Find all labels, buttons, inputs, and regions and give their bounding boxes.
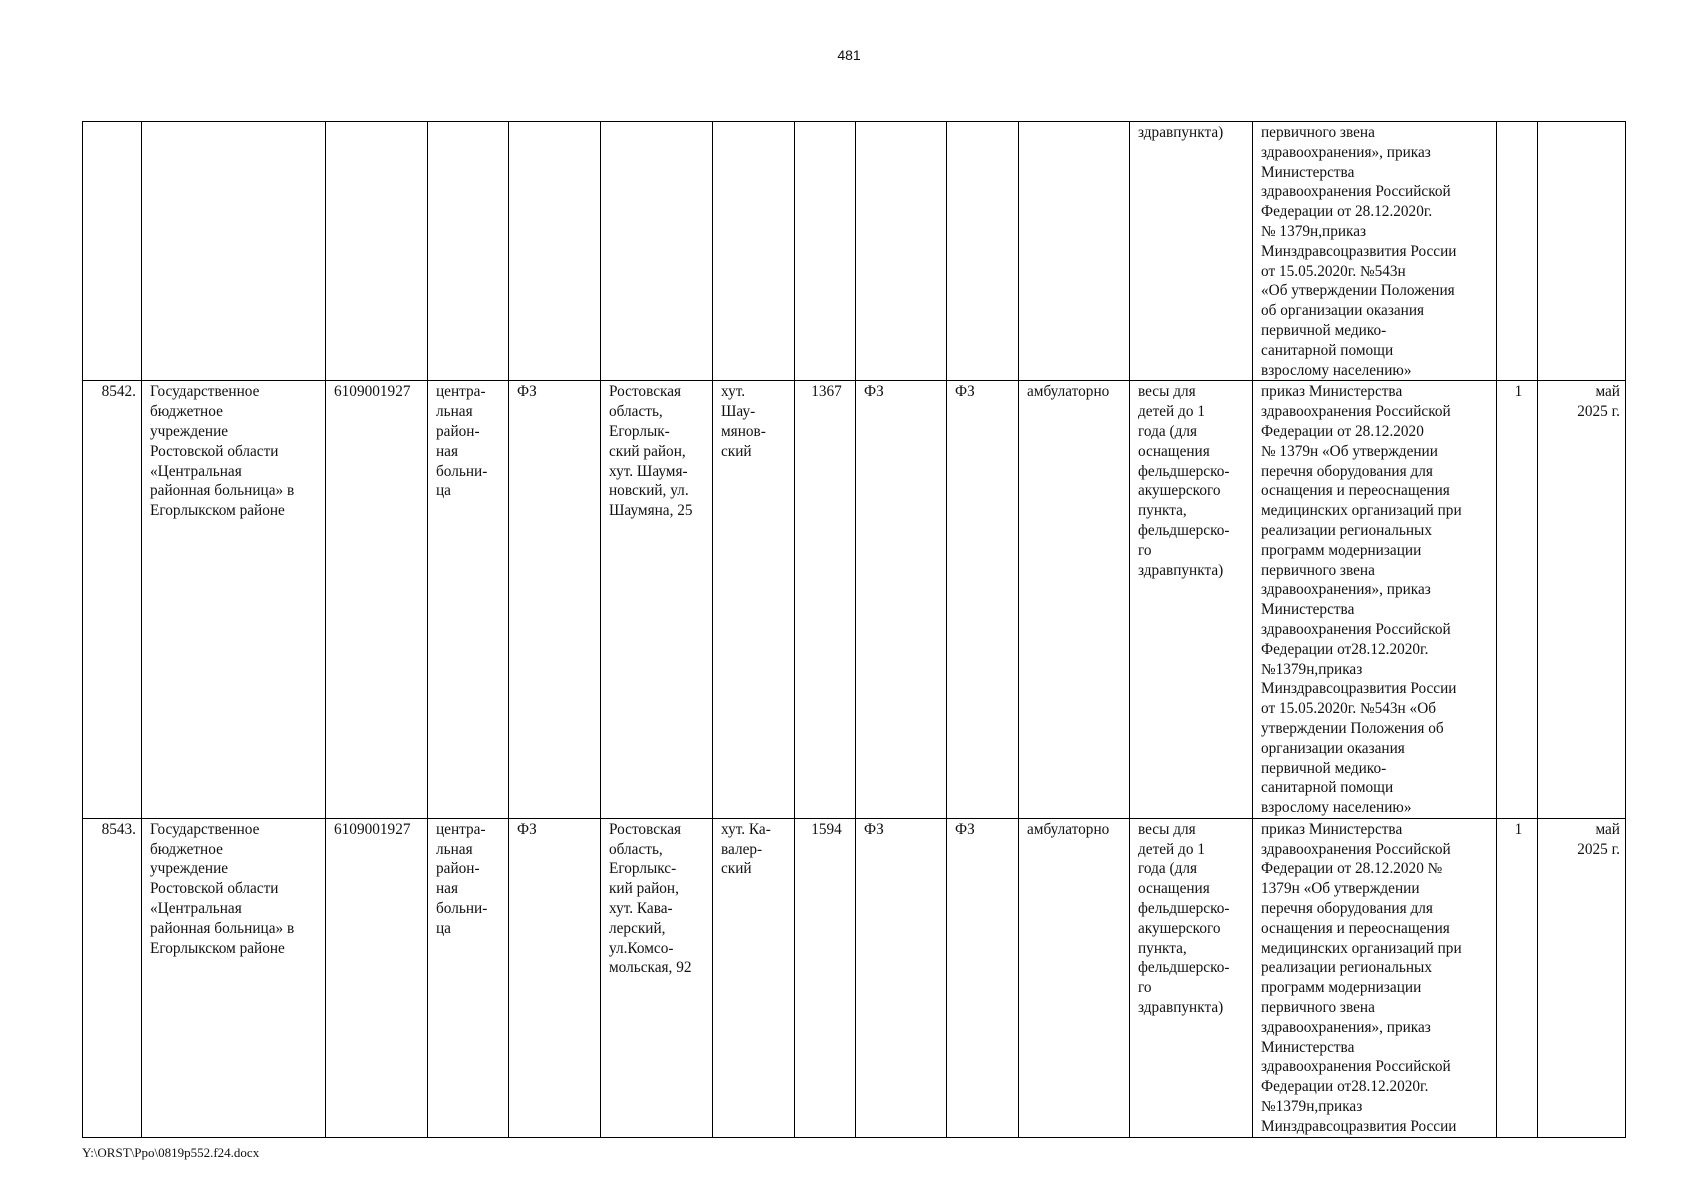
- cell-date: май 2025 г.: [1538, 381, 1626, 819]
- cell-equipment: здравпункта): [1130, 122, 1253, 381]
- cell-num: 8542.: [83, 381, 142, 819]
- cell-locality: [713, 122, 795, 381]
- cell-col9: ФЗ: [856, 818, 947, 1137]
- cell-population: [795, 122, 856, 381]
- cell-address: [601, 122, 713, 381]
- cell-facility-type: центра- льная район- ная больни- ца: [428, 381, 509, 819]
- registry-table: [82, 121, 1626, 1138]
- cell-organization: Государственное бюджетное учреждение Ростовской области «Центральная районная больница» в Егорлыкском районе: [142, 818, 326, 1137]
- cell-organization: [142, 122, 326, 381]
- cell-equipment: весы для детей до 1 года (для оснащения фельдшерско- акушерского пункта, фельдшерско- го здравпункта): [1130, 818, 1253, 1137]
- cell-basis: приказ Министерства здравоохранения Российской Федерации от 28.12.2020 № 1379н «Об утверждении перечня оборудования для оснащения и переоснащения медицинских организаций при реализации региональных программ модернизации первичного звена здравоохранения», приказ Министерства здравоохранения Российской Федерации от28.12.2020г. №1379н,приказ Минздравсоцразвития России от 15.05.2020г. №543н «Об утверждении Положения об организации оказания первичной медико- санитарной помощи взрослому населению»: [1253, 381, 1497, 819]
- cell-quantity: 1: [1497, 818, 1538, 1137]
- cell-col10: ФЗ: [947, 818, 1019, 1137]
- footer-file-path: Y:\ORST\Ppo\0819p552.f24.docx: [82, 1145, 260, 1160]
- cell-date: [1538, 122, 1626, 381]
- cell-col9: [856, 122, 947, 381]
- cell-program: [509, 122, 601, 381]
- cell-care-type: амбулаторно: [1019, 381, 1130, 819]
- cell-program: ФЗ: [509, 818, 601, 1137]
- cell-inn: 6109001927: [326, 381, 428, 819]
- cell-care-type: амбулаторно: [1019, 818, 1130, 1137]
- table-row: [83, 122, 1626, 381]
- page-number: 481: [837, 47, 861, 63]
- cell-quantity: [1497, 122, 1538, 381]
- cell-date: май 2025 г.: [1538, 818, 1626, 1137]
- table-row: [83, 818, 1626, 1137]
- cell-basis: первичного звена здравоохранения», приказ Министерства здравоохранения Российской Федерации от 28.12.2020г. № 1379н,приказ Минздравсоцразвития России от 15.05.2020г. №543н «Об утверждении Положения об организации оказания первичной медико- санитарной помощи взрослому населению»: [1253, 122, 1497, 381]
- cell-care-type: [1019, 122, 1130, 381]
- cell-locality: хут. Шау- мянов- ский: [713, 381, 795, 819]
- cell-col10: ФЗ: [947, 381, 1019, 819]
- cell-col10: [947, 122, 1019, 381]
- cell-inn: [326, 122, 428, 381]
- cell-organization: Государственное бюджетное учреждение Ростовской области «Центральная районная больница» в Егорлыкском районе: [142, 381, 326, 819]
- cell-facility-type: центра- льная район- ная больни- ца: [428, 818, 509, 1137]
- cell-population: 1367: [795, 381, 856, 819]
- cell-locality: хут. Ка- валер- ский: [713, 818, 795, 1137]
- table-body: [83, 122, 1626, 1138]
- cell-population: 1594: [795, 818, 856, 1137]
- cell-inn: 6109001927: [326, 818, 428, 1137]
- cell-num: 8543.: [83, 818, 142, 1137]
- cell-address: Ростовская область, Егорлык- ский район, хут. Шаумя- новский, ул. Шаумяна, 25: [601, 381, 713, 819]
- cell-basis: приказ Министерства здравоохранения Российской Федерации от 28.12.2020 № 1379н «Об утверждении перечня оборудования для оснащения и переоснащения медицинских организаций при реализации региональных программ модернизации первичного звена здравоохранения», приказ Министерства здравоохранения Российской Федерации от28.12.2020г. №1379н,приказ Минздравсоцразвития России: [1253, 818, 1497, 1137]
- cell-quantity: 1: [1497, 381, 1538, 819]
- cell-num: [83, 122, 142, 381]
- cell-col9: ФЗ: [856, 381, 947, 819]
- cell-facility-type: [428, 122, 509, 381]
- cell-address: Ростовская область, Егорлыкс- кий район, хут. Кава- лерский, ул.Комсо- мольская, 92: [601, 818, 713, 1137]
- cell-equipment: весы для детей до 1 года (для оснащения фельдшерско- акушерского пункта, фельдшерско- го здравпункта): [1130, 381, 1253, 819]
- table-row: [83, 381, 1626, 819]
- cell-program: ФЗ: [509, 381, 601, 819]
